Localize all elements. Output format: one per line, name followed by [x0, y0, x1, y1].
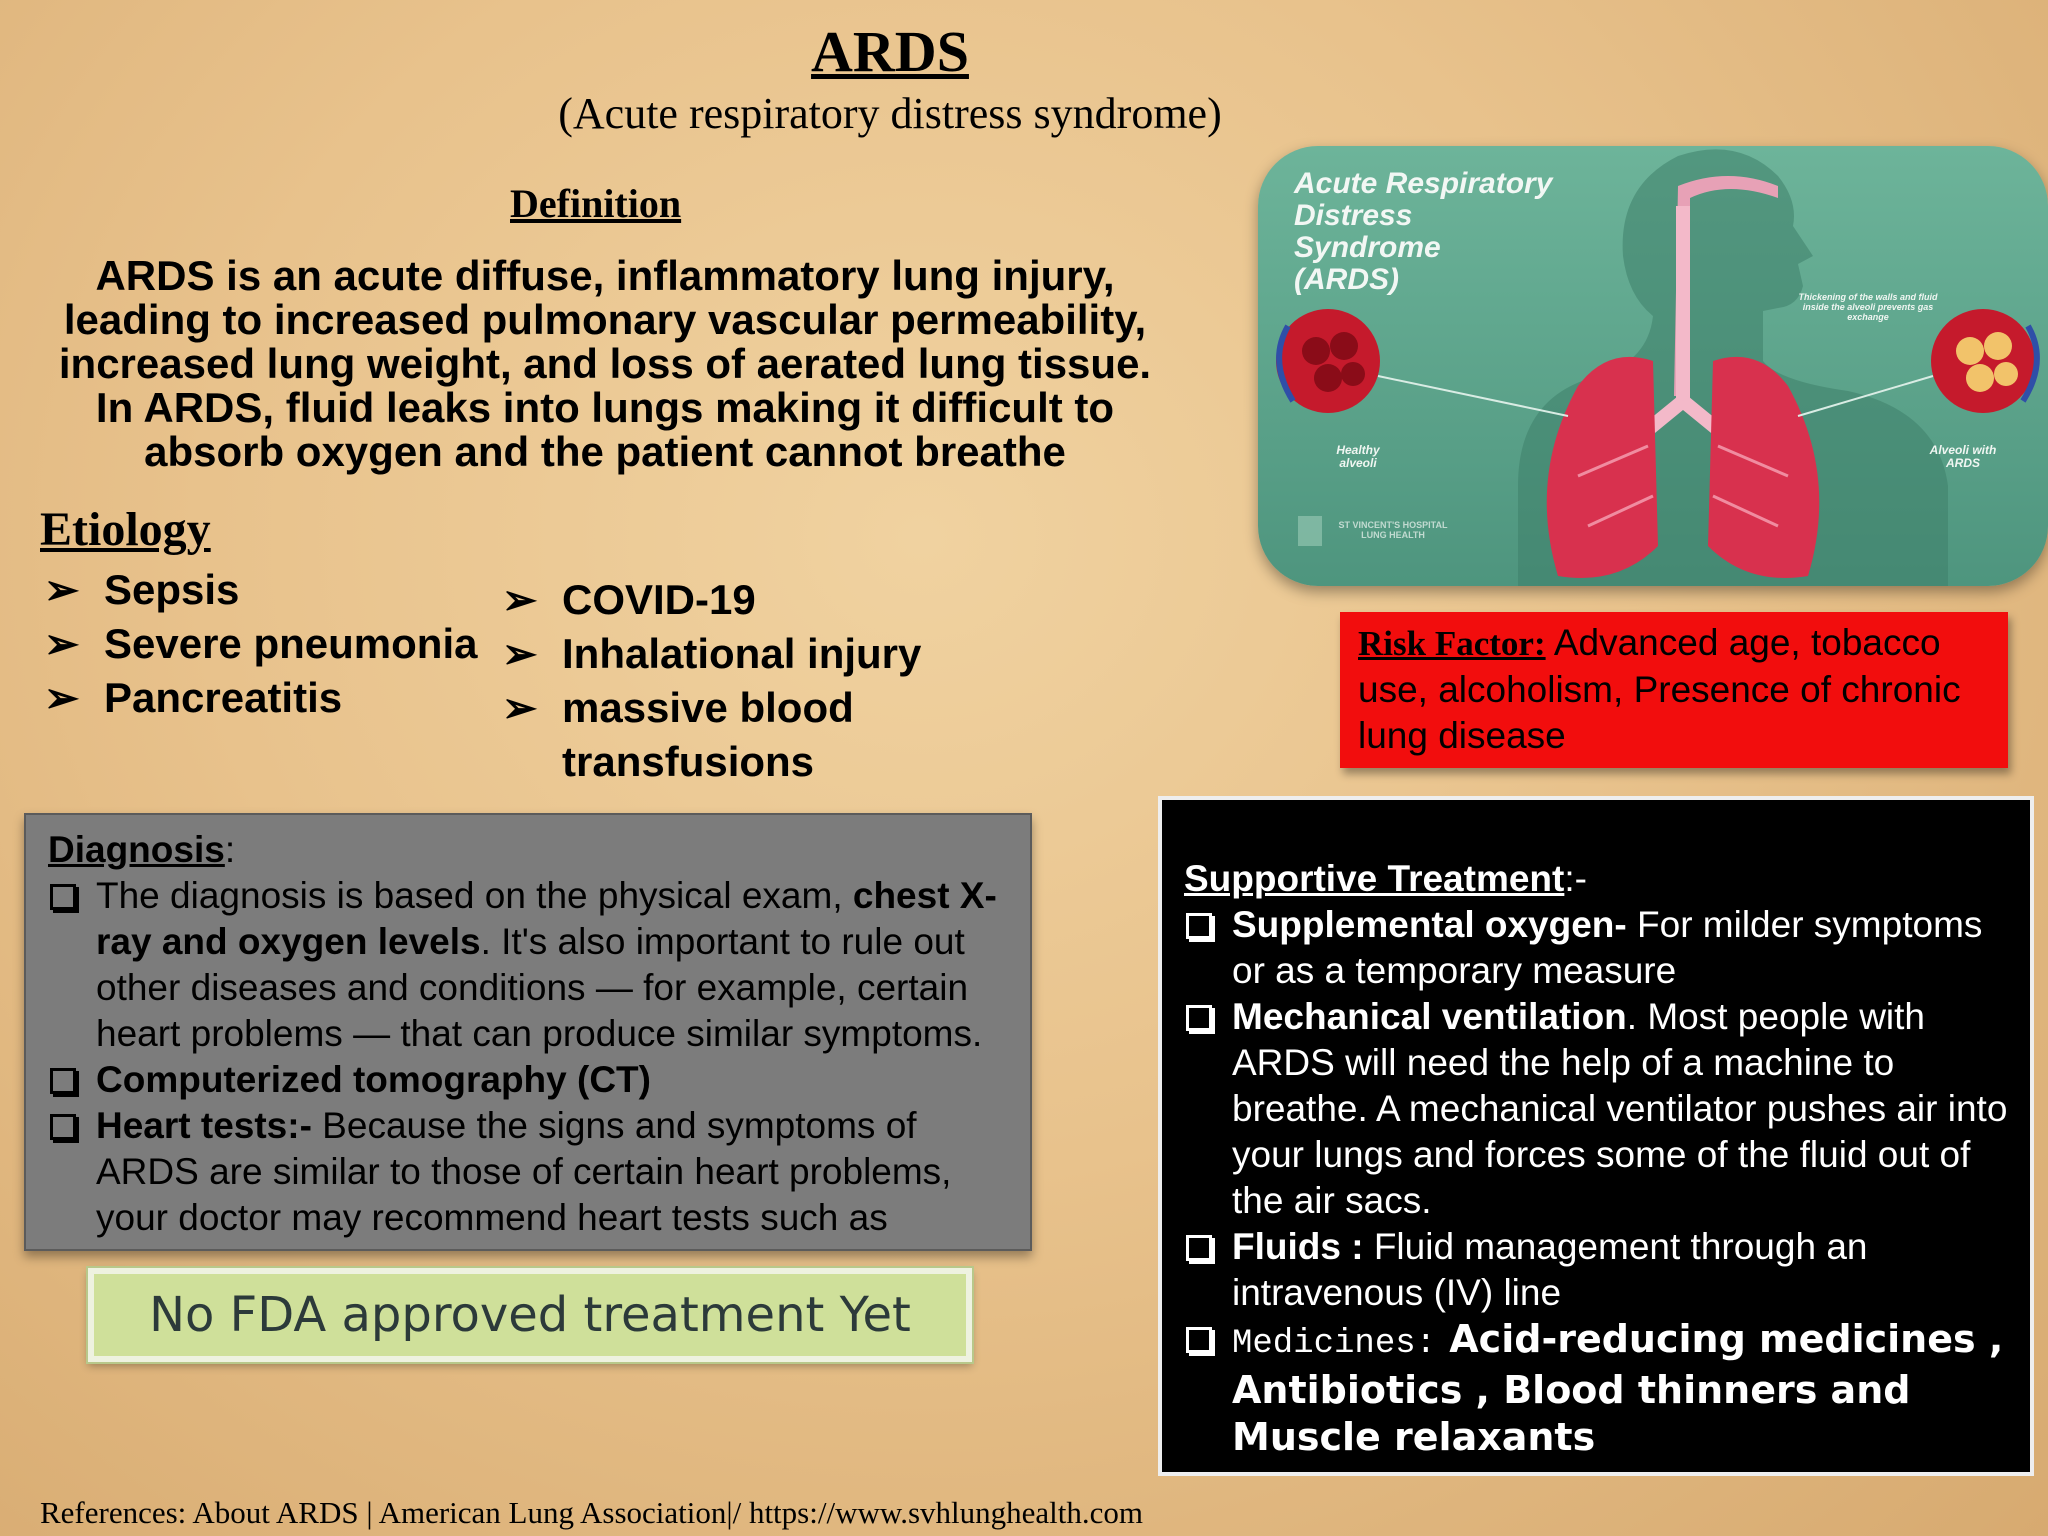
arrow-bullet-icon: ➢ [44, 674, 80, 721]
risk-factor-text: Advanced age, tobacco use, alcoholism, Presence of chronic lung disease [1358, 622, 1961, 756]
list-item: ➢ Pancreatitis [40, 671, 477, 725]
treatment-list [1184, 902, 2014, 1461]
list-item: ➢ COVID-19 [498, 573, 982, 627]
illustration-logo-text: ST VINCENT'S HOSPITAL LUNG HEALTH [1338, 520, 1448, 540]
list-item: Heart tests:- Because the signs and symptoms of ARDS are similar to those of certain heart problems, your doctor may recommend heart tests such as [48, 1103, 1010, 1241]
list-item: Mechanical ventilation. Most people with ARDS will need the help of a machine to breathe. A mechanical ventilator pushes air into your lungs and forces some of the fluid out of the air sacs. [1184, 994, 2014, 1224]
list-item: Supplemental oxygen- For milder symptoms or as a temporary measure [1184, 902, 2014, 994]
arrow-bullet-icon: ➢ [502, 576, 538, 623]
illustration-label-ards: Alveoli with ARDS [1929, 443, 1997, 470]
checkbox-bullet-icon [1186, 913, 1212, 939]
list-item: ➢ massive blood transfusions [498, 681, 982, 789]
diagnosis-list [48, 873, 1010, 1241]
list-item: Medicines: Acid-reducing medicines , Antibiotics , Blood thinners and Muscle relaxants [1184, 1316, 2014, 1461]
checkbox-bullet-icon [50, 1114, 76, 1140]
list-item: The diagnosis is based on the physical exam, chest X-ray and oxygen levels. It's also important to rule out other diseases and conditions — for example, certain heart problems — that can produce similar symptoms. [48, 873, 1010, 1057]
supportive-treatment-heading: Supportive Treatment [1184, 858, 1565, 899]
etiology-heading: Etiology [40, 503, 211, 556]
illustration-label-healthy: Healthy alveoli [1336, 443, 1380, 470]
definition-text: ARDS is an acute diffuse, inflammatory lung injury, leading to increased pulmonary vascular permeability, increased lung weight, and loss of aerated lung tissue. In ARDS, fluid leaks into lungs making it difficult to absorb oxygen and the patient cannot breathe [58, 252, 1152, 475]
etiology-list-left [40, 563, 477, 725]
checkbox-bullet-icon [1186, 1327, 1212, 1353]
page-subtitle: (Acute respiratory distress syndrome) [558, 89, 1222, 138]
risk-factor-box [1340, 612, 2008, 768]
no-fda-banner: No FDA approved treatment Yet [88, 1268, 972, 1362]
risk-factor-label: Risk Factor: [1358, 624, 1546, 663]
definition-heading: Definition [510, 181, 682, 226]
etiology-list-right [498, 573, 982, 789]
list-item: ➢ Sepsis [40, 563, 477, 617]
list-item: Computerized tomography (CT) [48, 1057, 1010, 1103]
page-title: ARDS [811, 19, 969, 84]
list-item: ➢ Inhalational injury [498, 627, 982, 681]
checkbox-bullet-icon [50, 884, 76, 910]
arrow-bullet-icon: ➢ [502, 684, 538, 731]
arrow-bullet-icon: ➢ [502, 630, 538, 677]
list-item: ➢ Severe pneumonia [40, 617, 477, 671]
illustration-title: Acute Respiratory Distress Syndrome (ARDS) [1294, 167, 1553, 296]
checkbox-bullet-icon [1186, 1235, 1212, 1261]
list-item: Fluids : Fluid management through an intravenous (IV) line [1184, 1224, 2014, 1316]
references: References: About ARDS | American Lung Association|/ https://www.svhlunghealth.com [40, 1495, 1144, 1530]
ards-illustration [1258, 146, 2048, 586]
diagnosis-heading: Diagnosis [48, 829, 225, 870]
supportive-treatment-box: Supportive Treatment:- Supplemental oxygen- For milder symptoms or as a temporary measure Mechanical ventilation. Most people with ARDS will need the help of a machine to breathe. A mechanical ventilator pushes air into your lungs and forces some of the fluid out of the air sacs. Fluids : Fluid management through an intravenous (IV) line Medicines: Acid-reducing medicines , Antibiotics , Blood thinners and Muscle relaxants [1158, 796, 2034, 1476]
diagnosis-box: Diagnosis: The diagnosis is based on the physical exam, chest X-ray and oxygen levels. It's also important to rule out other diseases and conditions — for example, certain heart problems — that can produce similar symptoms. Computerized tomography (CT) Heart tests:- Because the signs and symptoms of ARDS are similar to those of certain heart problems, your doctor may recommend heart tests such as [24, 813, 1032, 1251]
arrow-bullet-icon: ➢ [44, 620, 80, 667]
checkbox-bullet-icon [1186, 1005, 1212, 1031]
illustration-note: Thickening of the walls and fluid inside the alveoli prevents gas exchange [1798, 292, 1938, 322]
checkbox-bullet-icon [50, 1068, 76, 1094]
arrow-bullet-icon: ➢ [44, 566, 80, 613]
